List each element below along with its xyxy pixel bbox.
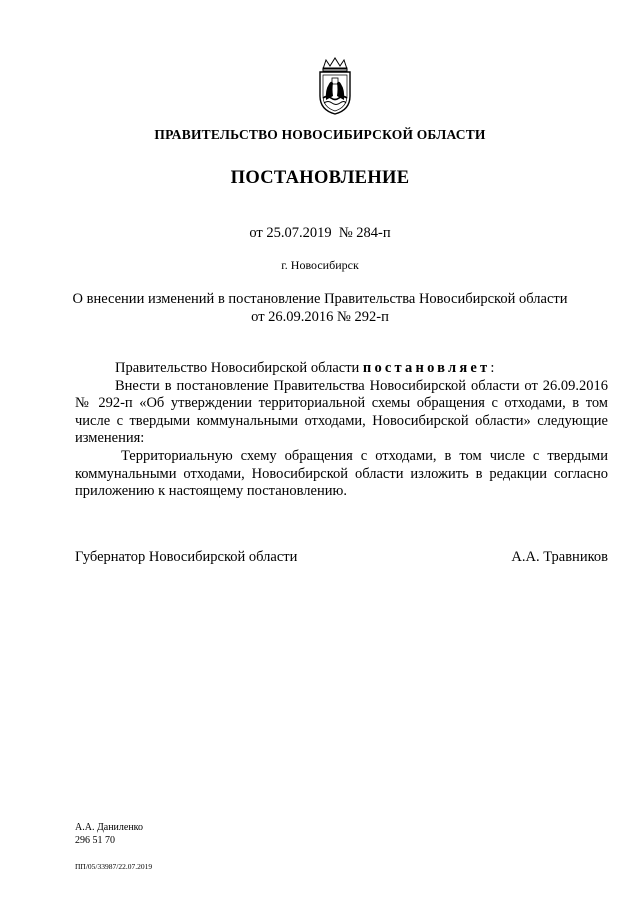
document-subject — [0, 290, 640, 326]
subject-line-1: О внесении изменений в постановление Правительства Новосибирской области — [72, 291, 568, 307]
executor-name: А.А. Даниленко — [75, 822, 144, 833]
subject-line-2: от 26.09.2016 № 292-п — [251, 309, 389, 325]
document-city: г. Новосибирск — [281, 258, 359, 272]
organization-name: ПРАВИТЕЛЬСТВО НОВОСИБИРСКОЙ ОБЛАСТИ — [154, 127, 486, 142]
decree-verb: постановляет — [362, 360, 491, 376]
document-date-number: от 25.07.2019 № 284-п — [249, 225, 391, 241]
novosibirsk-coat-of-arms-icon — [314, 56, 356, 116]
signature-block — [75, 549, 608, 566]
body-paragraph-2: Внести в постановление Правительства Новосибирской области от 26.09.2016 № 292-п «Об утверждении территориальной схемы обращения с отходами, в том числе с твердыми коммунальными отходами, Новосибирской области» следующие изменения: — [75, 377, 608, 447]
executor-phone: 296 51 70 — [75, 834, 115, 846]
body-paragraph-1: Правительство Новосибирской области постановляет: — [115, 360, 495, 376]
signatory-position: Губернатор Новосибирской области — [75, 549, 298, 565]
body-paragraph-3: Территориальную схему обращения с отходами, в том числе с твердыми коммунальными отходами, Новосибирской области изложить в редакции согласно приложению к настоящему постановлению. — [75, 447, 608, 500]
registration-number: ПП/05/33987/22.07.2019 — [75, 862, 153, 871]
executor-contact — [75, 822, 143, 847]
document-type: ПОСТАНОВЛЕНИЕ — [230, 168, 410, 188]
signatory-name: А.А. Травников — [511, 549, 608, 565]
document-body — [75, 360, 608, 501]
